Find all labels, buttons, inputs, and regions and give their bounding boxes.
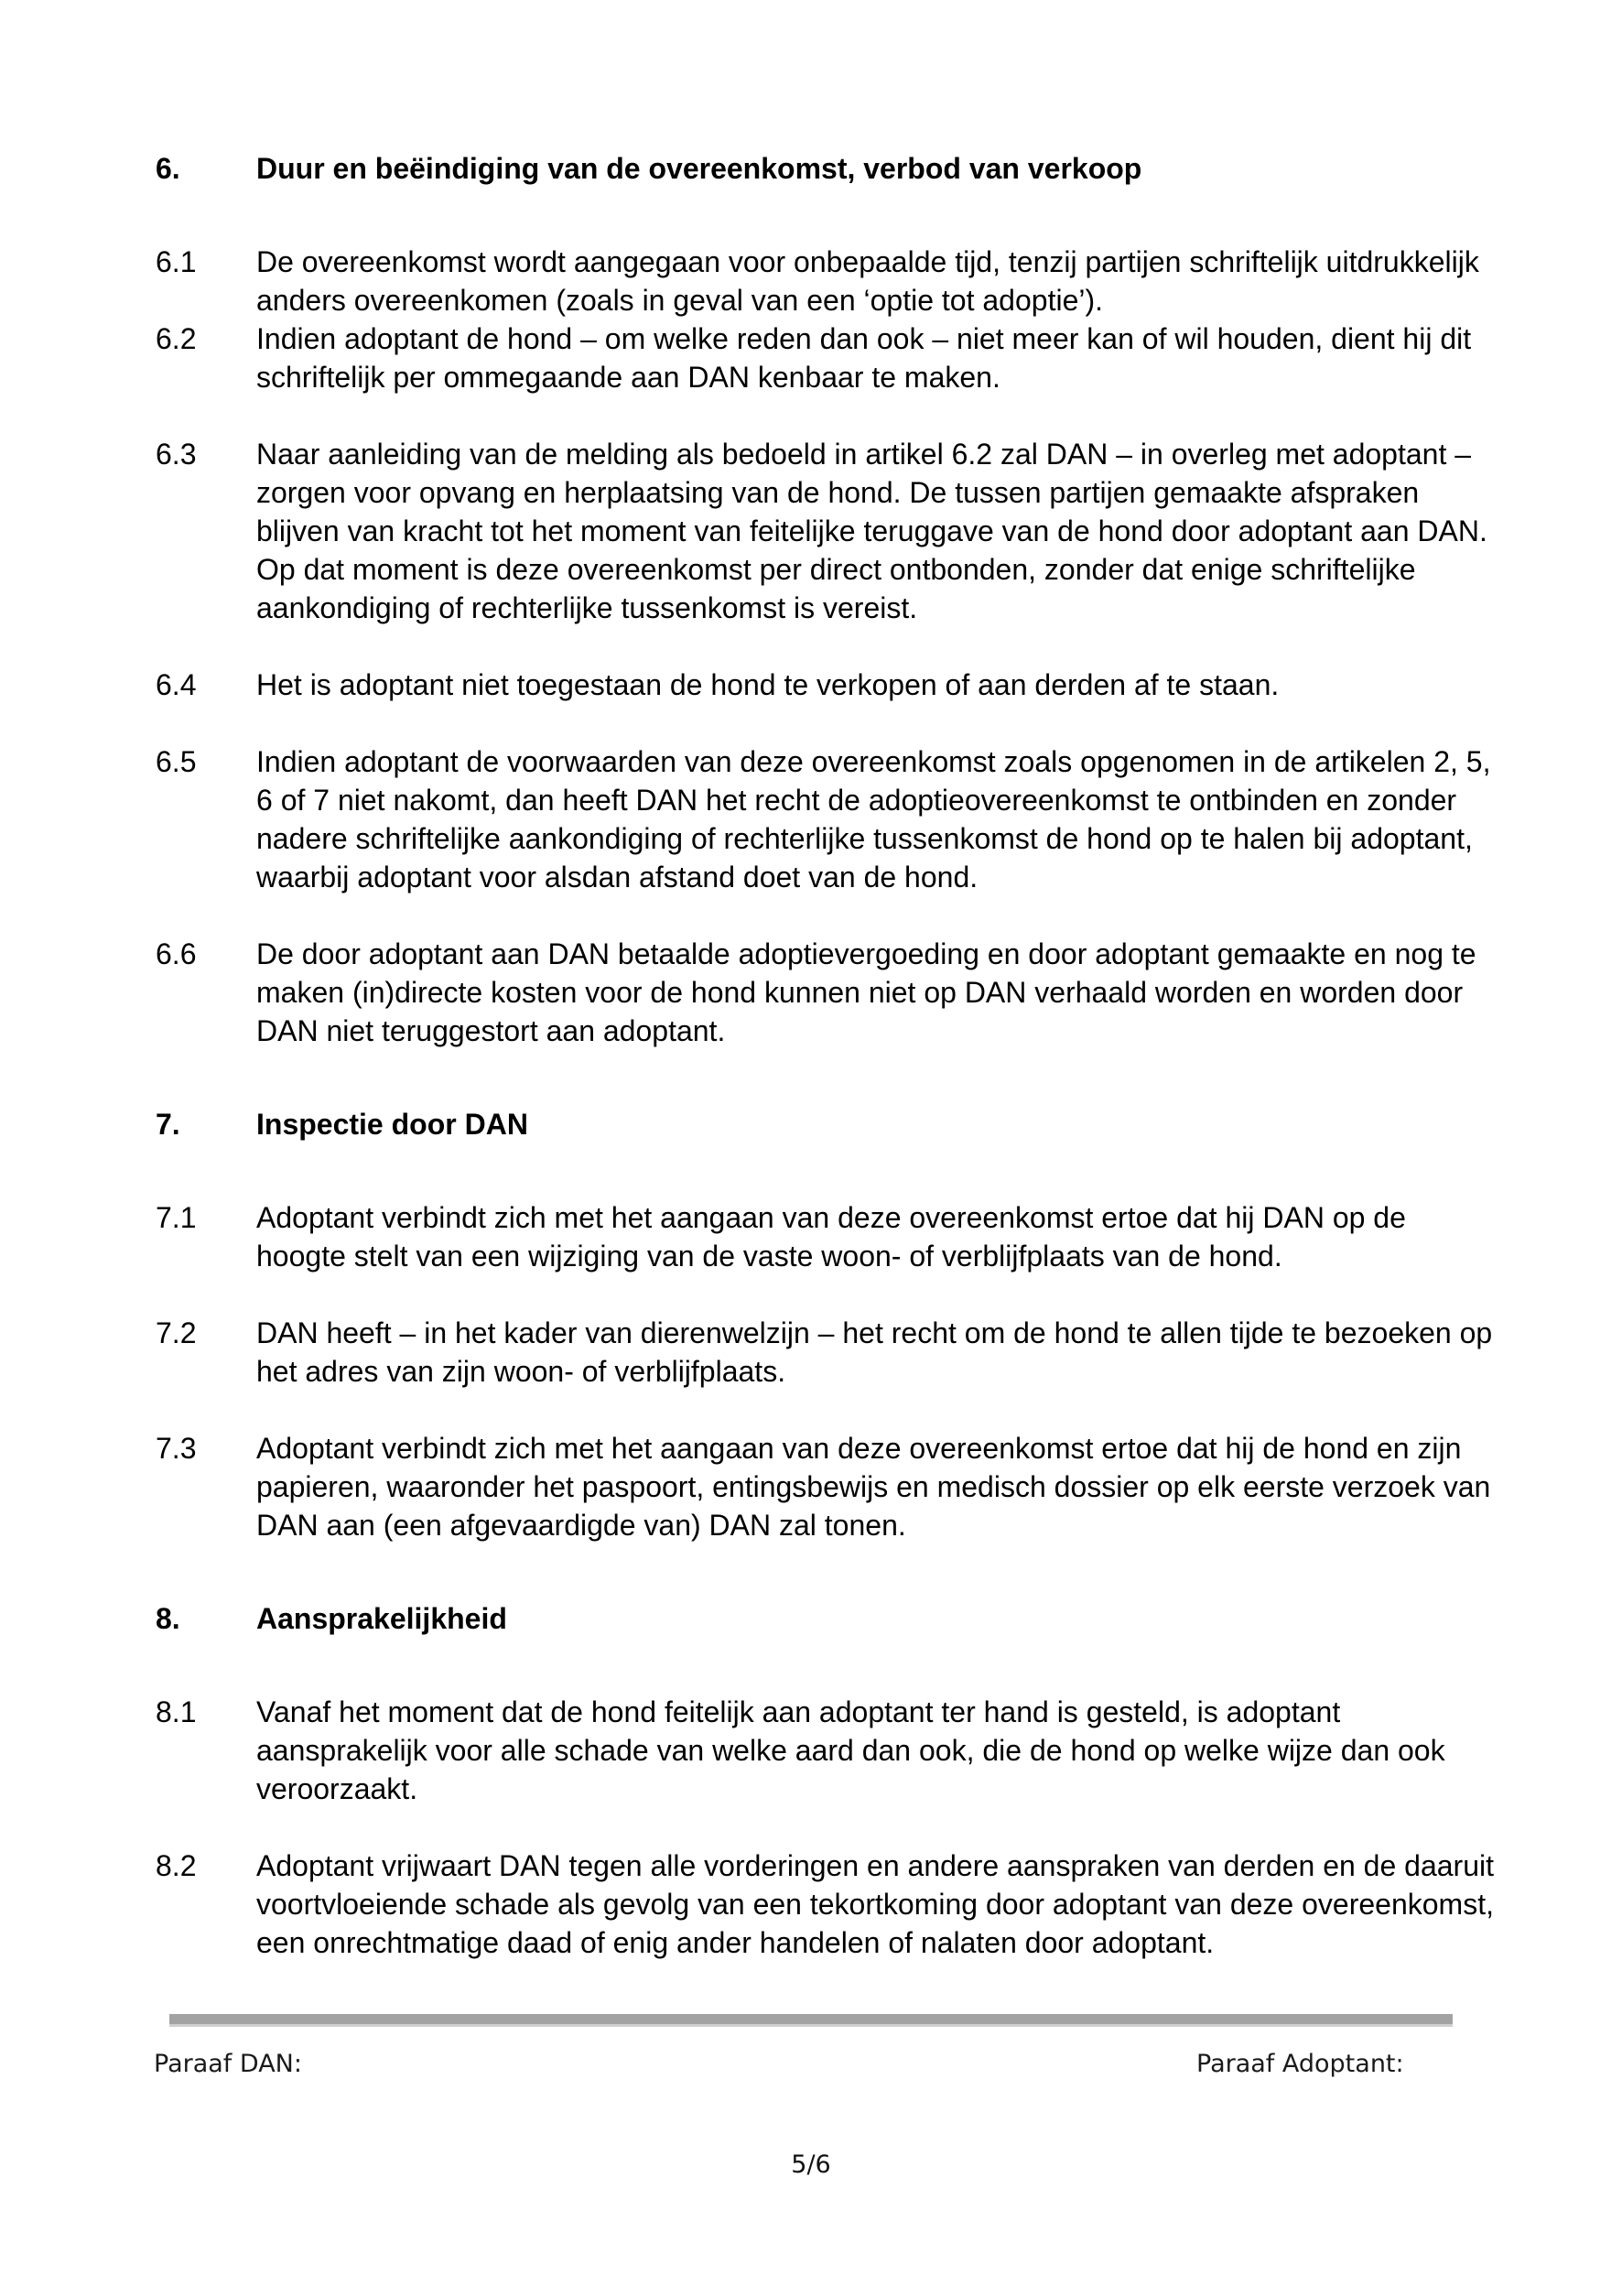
clause-number: 6.3 — [156, 438, 197, 471]
clause-number: 8.1 — [156, 1695, 197, 1728]
clause-number: 6.6 — [156, 937, 197, 970]
clause-6-3 — [156, 435, 1501, 627]
clause-text: Adoptant verbindt zich met het aangaan van deze overeenkomst ertoe dat hij DAN op de hoogte stelt van een wijziging van de vaste woon- of verblijfplaats van de hond. — [256, 1201, 1406, 1273]
clause-8-2 — [156, 1847, 1501, 1962]
section-number: 6. — [156, 152, 180, 185]
clause-text: Het is adoptant niet toegestaan de hond te verkopen of aan derden af te staan. — [256, 668, 1280, 701]
clause-text: DAN heeft – in het kader van dierenwelzijn – het recht om de hond te allen tijde te bezoeken op het adres van zijn woon- of verblijfplaats. — [256, 1316, 1493, 1388]
clause-7-2 — [156, 1314, 1501, 1391]
clause-text: Naar aanleiding van de melding als bedoeld in artikel 6.2 zal DAN – in overleg met adoptant – zorgen voor opvang en herplaatsing van de hond. De tussen partijen gemaakte afspraken blijven van kracht tot het moment van feitelijke teruggave van de hond door adoptant aan DAN. Op dat moment is deze overeenkomst per direct ontbonden, zonder dat enige schriftelijke aankondiging of rechterlijke tussenkomst is vereist. — [256, 438, 1487, 624]
clause-text: Adoptant verbindt zich met het aangaan van deze overeenkomst ertoe dat hij de hond en zijn papieren, waaronder het paspoort, entingsbewijs en medisch dossier op elk eerste verzoek van DAN aan (een afgevaardigde van) DAN zal tonen. — [256, 1432, 1491, 1542]
clause-number: 7.2 — [156, 1316, 197, 1349]
clause-text: De door adoptant aan DAN betaalde adoptievergoeding en door adoptant gemaakte en nog te maken (in)directe kosten voor de hond kunnen niet op DAN verhaald worden en worden door DAN niet teruggestort aan adoptant. — [256, 937, 1476, 1047]
section-number: 7. — [156, 1108, 180, 1141]
clause-text: Vanaf het moment dat de hond feitelijk aan adoptant ter hand is gesteld, is adoptant aansprakelijk voor alle schade van welke aard dan ook, die de hond op welke wijze dan ook veroorzaakt. — [256, 1695, 1445, 1805]
clause-text: Indien adoptant de voorwaarden van deze overeenkomst zoals opgenomen in de artikelen 2, 5, 6 of 7 niet nakomt, dan heeft DAN het recht de adoptieovereenkomst te ontbinden en zonder nadere schriftelijke aankondiging of rechterlijke tussenkomst de hond op te halen bij adoptant, waarbij adoptant voor alsdan afstand doet van de hond. — [256, 745, 1491, 893]
clause-number: 6.1 — [156, 245, 197, 278]
section-heading-8 — [156, 1599, 1501, 1638]
clause-number: 8.2 — [156, 1849, 197, 1882]
section-title: Aansprakelijkheid — [256, 1602, 507, 1635]
section-number: 8. — [156, 1602, 180, 1635]
clause-8-1 — [156, 1693, 1501, 1808]
contract-body — [156, 149, 1501, 1962]
clause-6-4 — [156, 666, 1501, 704]
clause-7-1 — [156, 1198, 1501, 1275]
section-heading-6 — [156, 149, 1501, 188]
clause-text: Adoptant vrijwaart DAN tegen alle vorderingen en andere aanspraken van derden en de daaruit voortvloeiende schade als gevolg van een tekortkoming door adoptant van deze overeenkomst, een onrechtmatige daad of enig ander handelen of nalaten door adoptant. — [256, 1849, 1494, 1959]
clause-7-3 — [156, 1429, 1501, 1544]
clause-number: 6.4 — [156, 668, 197, 701]
clause-number: 6.2 — [156, 322, 197, 355]
clause-6-5 — [156, 742, 1501, 896]
paraaf-adoptant-label: Paraaf Adoptant: — [1196, 2050, 1404, 2078]
clause-number: 7.3 — [156, 1432, 197, 1465]
section-heading-7 — [156, 1105, 1501, 1143]
section-title: Duur en beëindiging van de overeenkomst, verbod van verkoop — [256, 152, 1142, 185]
clause-number: 6.5 — [156, 745, 197, 778]
footer-divider-bar — [169, 2014, 1453, 2027]
paraaf-dan-label: Paraaf DAN: — [154, 2050, 302, 2078]
section-title: Inspectie door DAN — [256, 1108, 528, 1141]
clause-6-6 — [156, 935, 1501, 1050]
page-number: 5/6 — [791, 2150, 831, 2179]
clause-6-1 — [156, 243, 1501, 319]
clause-text: Indien adoptant de hond – om welke reden dan ook – niet meer kan of wil houden, dient hij dit schriftelijk per ommegaande aan DAN kenbaar te maken. — [256, 322, 1472, 394]
clause-6-2 — [156, 319, 1501, 396]
clause-number: 7.1 — [156, 1201, 197, 1234]
clause-text: De overeenkomst wordt aangegaan voor onbepaalde tijd, tenzij partijen schriftelijk uitdrukkelijk anders overeenkomen (zoals in geval van een ‘optie tot adoptie’). — [256, 245, 1479, 317]
